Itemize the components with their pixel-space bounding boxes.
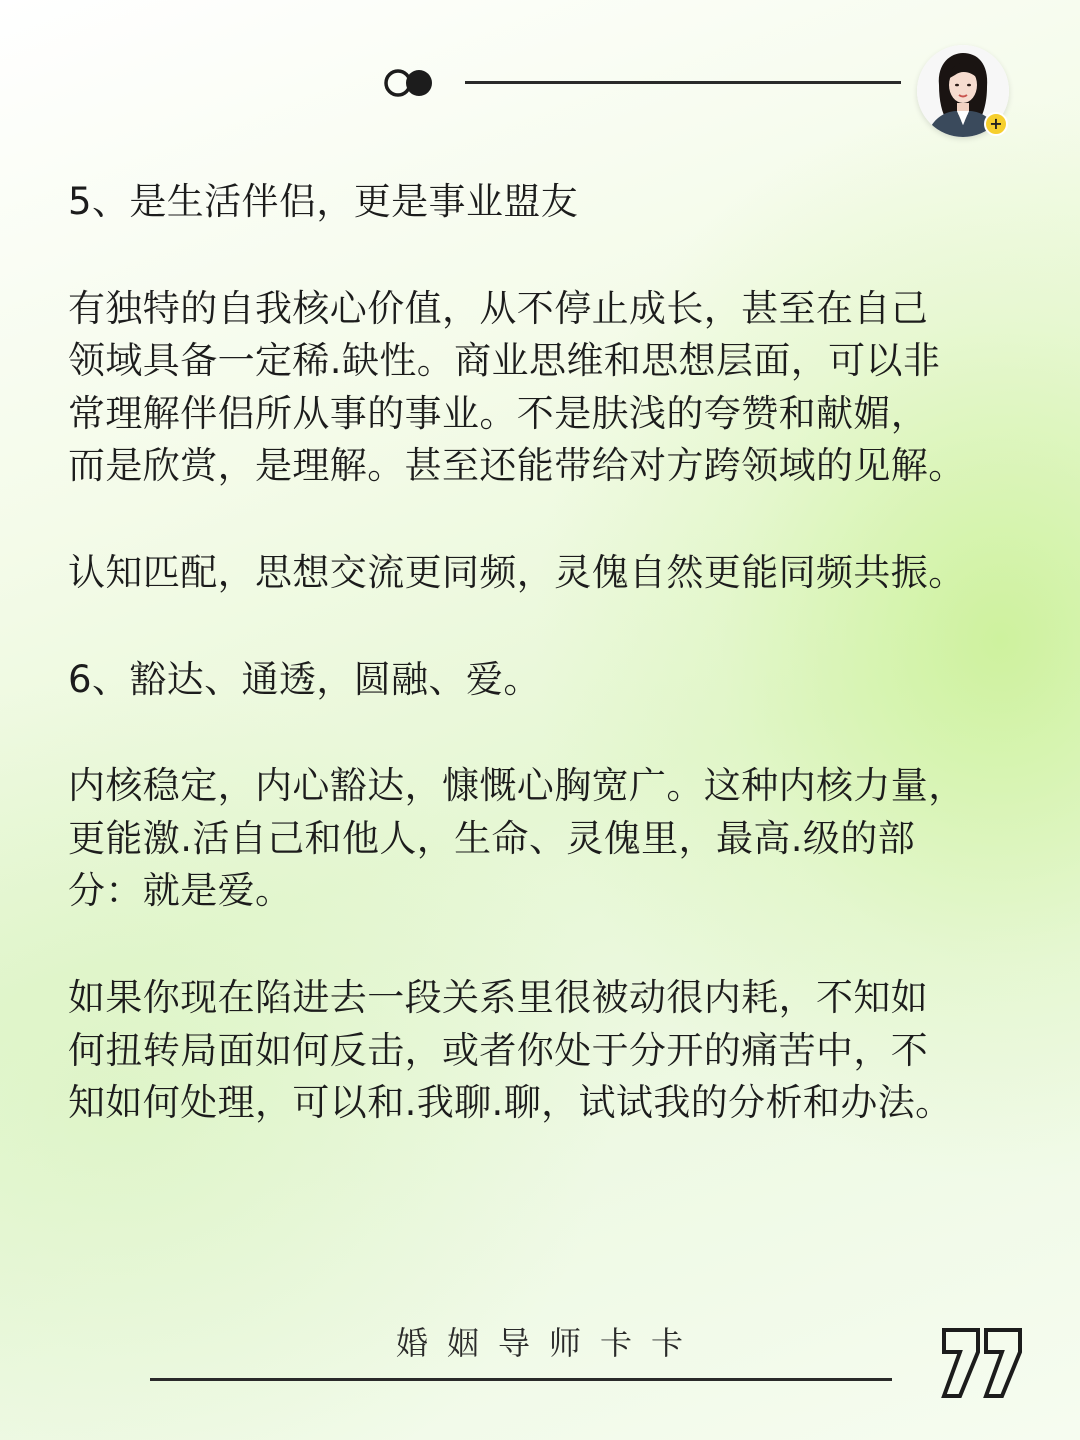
- author-signature: 婚姻导师卡卡: [396, 1324, 703, 1362]
- circles-icon: [384, 66, 436, 100]
- closing-quote-icon: [938, 1326, 1026, 1400]
- paragraph: [68, 547, 1043, 600]
- text-line: 认知匹配，思想交流更同频，灵傀自然更能同频共振。: [68, 550, 966, 594]
- header-divider: [465, 81, 901, 84]
- text-line: 内核稳定，内心豁达，慷慨心胸宽广。这种内核力量，: [68, 764, 966, 808]
- text-line: 有独特的自我核心价值，从不停止成长，甚至在自己: [68, 286, 929, 330]
- text-line: 更能激.活自己和他人，生命、灵傀里，最高.级的部: [68, 816, 916, 860]
- header: [0, 0, 1080, 170]
- follow-badge[interactable]: +: [984, 112, 1008, 136]
- paragraph: [68, 283, 1043, 493]
- section-heading-5: [68, 176, 1043, 229]
- text-line: 如果你现在陷进去一段关系里很被动很内耗，不知如: [68, 975, 929, 1019]
- text-line: 分：就是爱。: [68, 869, 293, 913]
- text-line: 知如何处理，可以和.我聊.聊，试试我的分析和办法。: [68, 1081, 953, 1125]
- section-heading-6: [68, 654, 1043, 707]
- text-line: 领域具备一定稀.缺性。商业思维和思想层面，可以非: [68, 339, 941, 383]
- text-line: 常理解伴侣所从事的事业。不是肤浅的夸赞和献媚，: [68, 391, 929, 435]
- paragraph: [68, 760, 1043, 918]
- text-line: 5、是生活伴侣，更是事业盟友: [68, 180, 579, 223]
- article-body: [68, 176, 1043, 1184]
- text-line: 何扭转局面如何反击，或者你处于分开的痛苦中，不: [68, 1028, 929, 1072]
- footer-divider: [150, 1378, 892, 1381]
- text-line: 6、豁达、通透，圆融、爱。: [68, 657, 541, 701]
- text-line: 而是欣赏，是理解。甚至还能带给对方跨领域的见解。: [68, 444, 966, 488]
- paragraph: [68, 972, 1043, 1130]
